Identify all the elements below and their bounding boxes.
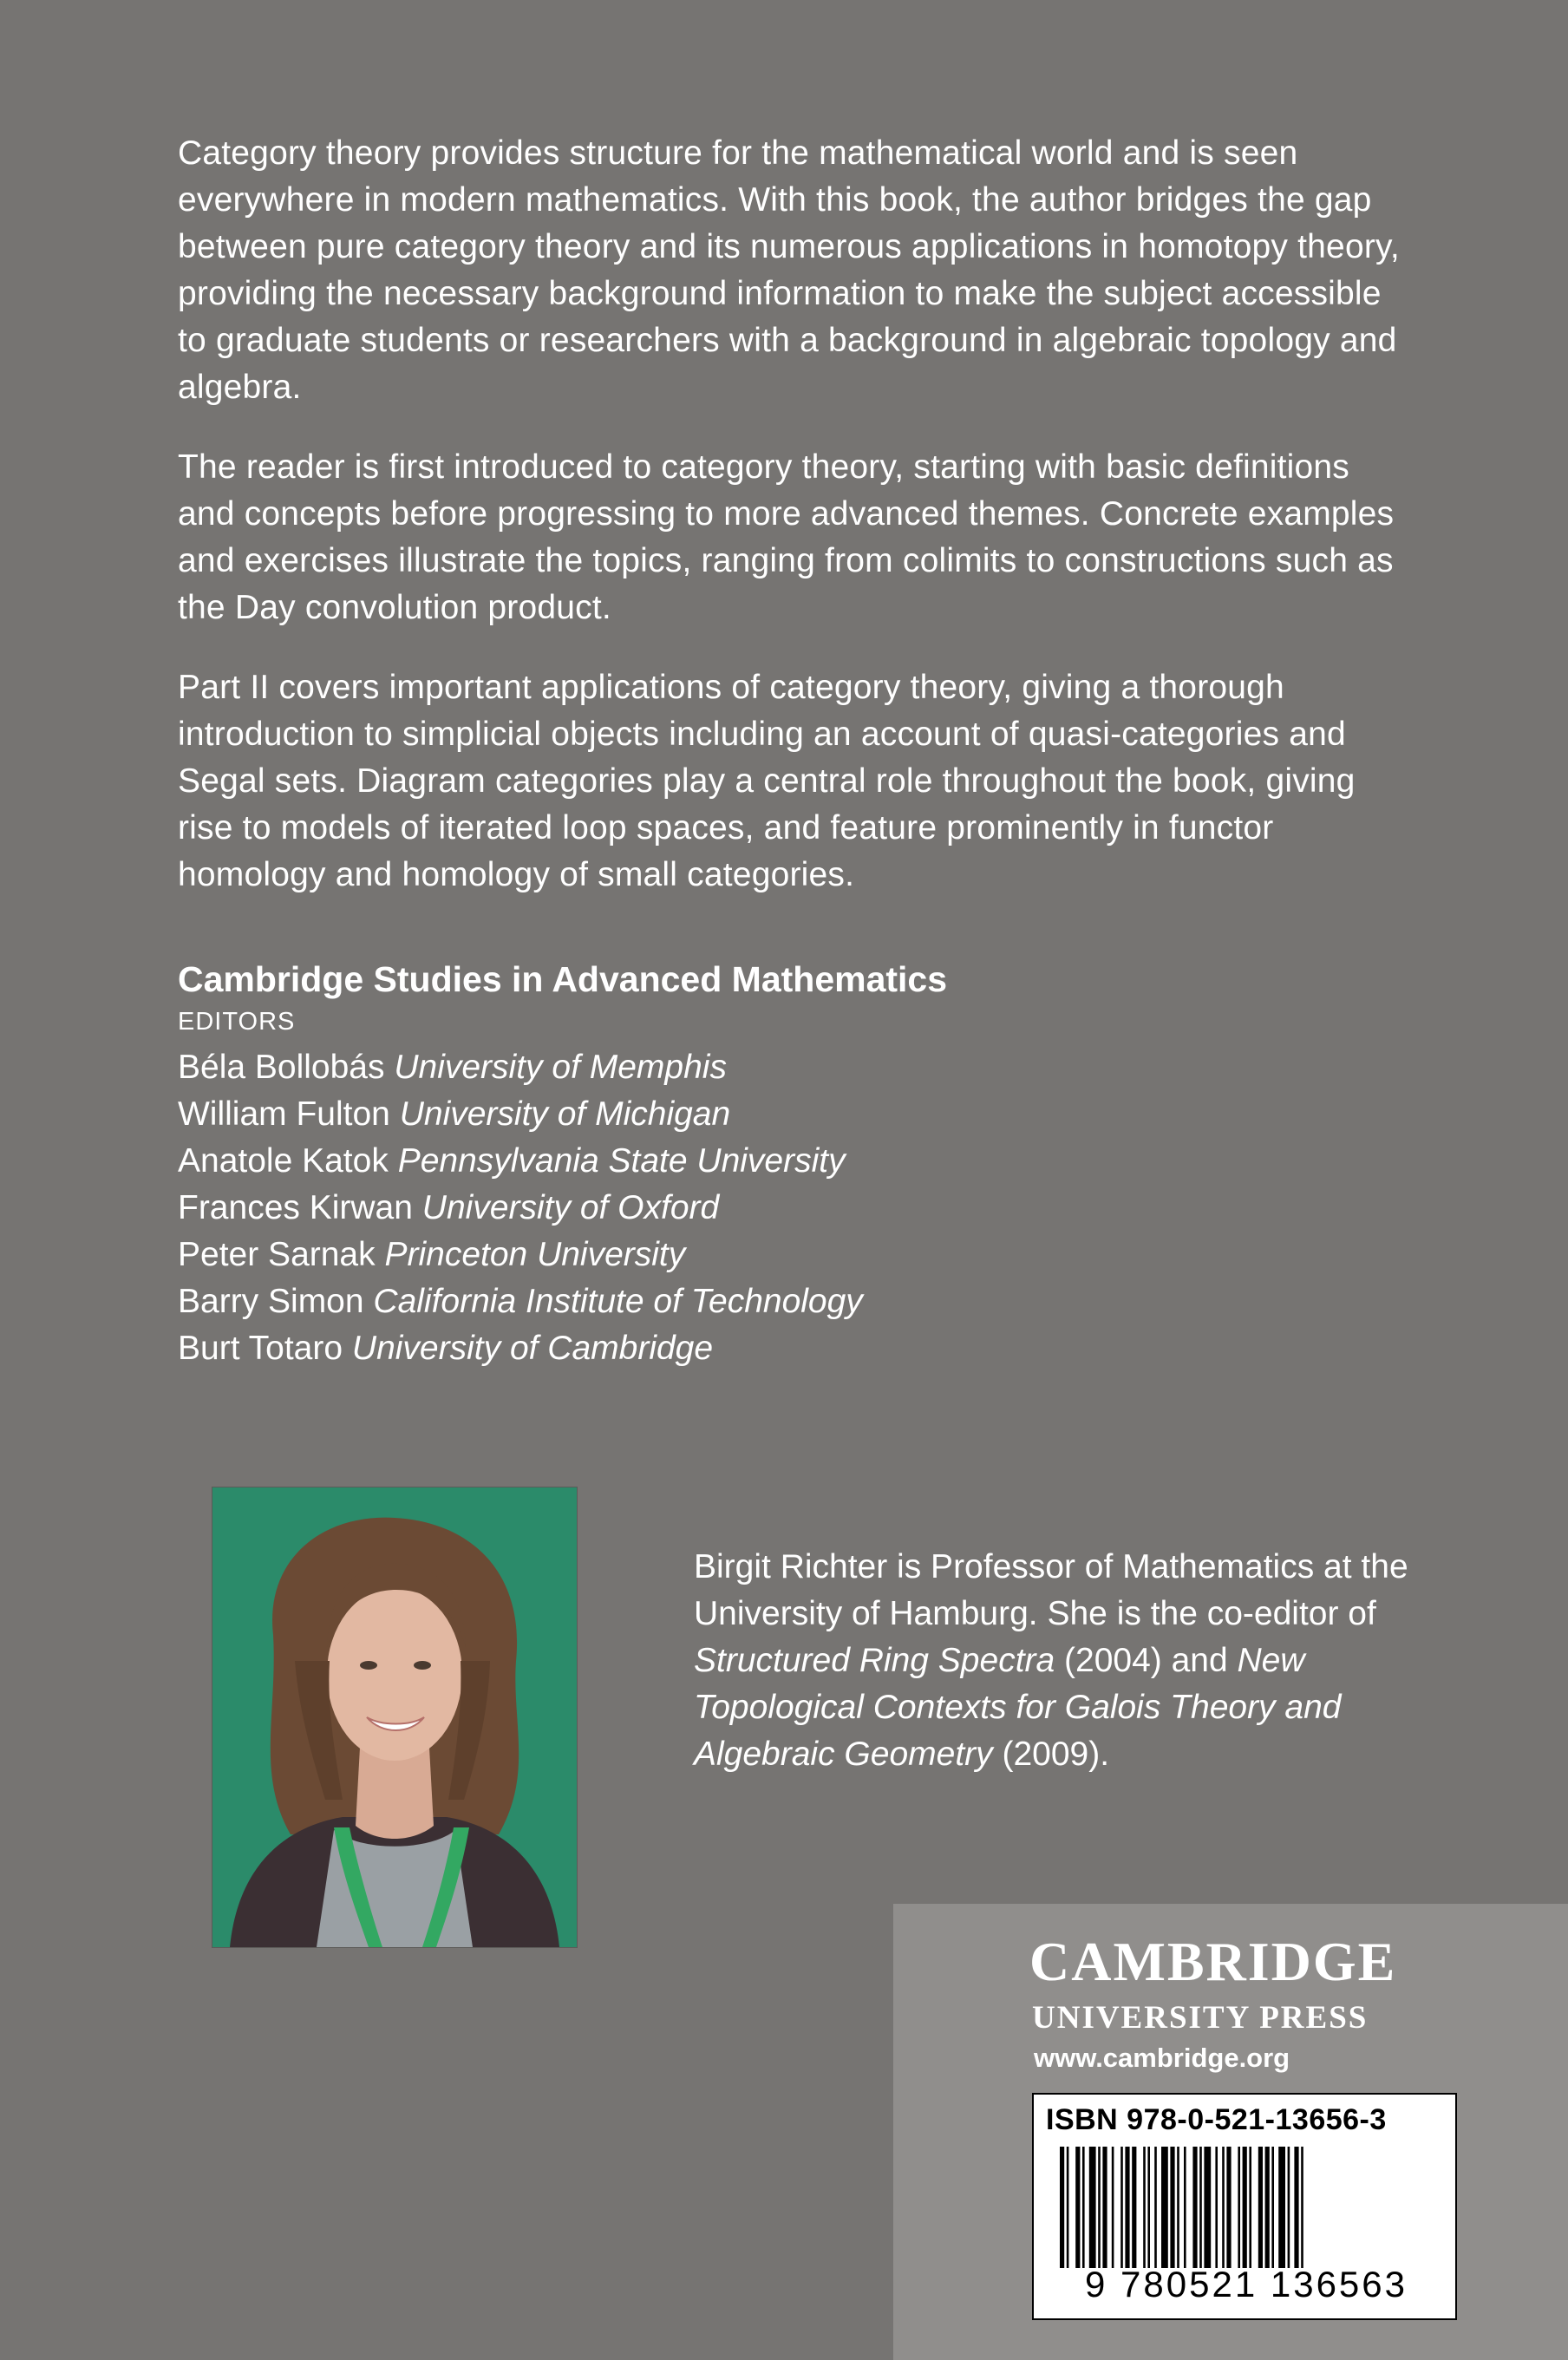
author-bio xyxy=(694,1544,1457,1778)
bio-text: (2009). xyxy=(992,1736,1110,1773)
publisher-name: CAMBRIDGE xyxy=(1029,1931,1397,1992)
editor-name: Frances Kirwan xyxy=(178,1189,413,1226)
barcode-digits: 9 780521 136563 xyxy=(1085,2264,1408,2304)
editor-name: Barry Simon xyxy=(178,1283,364,1320)
barcode-bar xyxy=(1154,2147,1157,2268)
barcode-bar xyxy=(1060,2147,1064,2268)
barcode-bar xyxy=(1215,2147,1218,2268)
barcode-bar xyxy=(1238,2147,1240,2268)
barcode-bar xyxy=(1199,2147,1202,2268)
barcode-bar xyxy=(1082,2147,1085,2268)
series-title: Cambridge Studies in Advanced Mathematics xyxy=(178,959,948,999)
editor-name: Burt Totaro xyxy=(178,1330,343,1367)
barcode-bar xyxy=(1226,2147,1231,2268)
editor-entry xyxy=(178,1325,1218,1372)
barcode-bar xyxy=(1249,2147,1251,2268)
barcode-bar xyxy=(1288,2147,1290,2268)
author-portrait-illustration xyxy=(212,1487,577,1947)
description-paragraph-2: The reader is first introduced to category theory, starting with basic definitions and concepts before progressing to more advanced themes. Concrete examples and exercises illustrate the topics, ranging from colimits to constructions such as the Day convolution product. xyxy=(178,448,1395,626)
isbn-barcode xyxy=(1032,2093,1457,2320)
barcode-bar xyxy=(1301,2147,1303,2268)
editor-entry xyxy=(178,1091,1218,1138)
barcode-bar xyxy=(1294,2147,1298,2268)
editor-affiliation: California Institute of Technology xyxy=(373,1283,863,1320)
author-photo xyxy=(212,1487,577,1947)
editor-entry xyxy=(178,1138,1218,1185)
editor-name: Béla Bollobás xyxy=(178,1049,385,1086)
editor-affiliation: University of Memphis xyxy=(394,1049,727,1086)
editor-entry xyxy=(178,1185,1218,1232)
publisher-press: UNIVERSITY PRESS xyxy=(1032,2000,1369,2036)
barcode-bar xyxy=(1258,2147,1263,2268)
description-paragraph-1: Category theory provides structure for the mathematical world and is seen everywhere in modern mathematics. With this book, the author bridges the gap between pure category theory and its numerous applications in homotopy theory, providing the necessary background information to make the subject accessible to graduate students or researchers with a background in algebraic topology and algebra. xyxy=(178,134,1400,406)
barcode-bar xyxy=(1170,2147,1174,2268)
barcode-bar xyxy=(1161,2147,1168,2268)
editor-entry xyxy=(178,1278,1218,1325)
editor-entry xyxy=(178,1044,1218,1091)
barcode-bar xyxy=(1125,2147,1129,2268)
editor-name: Peter Sarnak xyxy=(178,1236,376,1273)
publisher-panel xyxy=(893,1904,1568,2360)
barcode-bar xyxy=(1177,2147,1179,2268)
editor-affiliation: University of Michigan xyxy=(399,1095,731,1133)
editor-affiliation: University of Cambridge xyxy=(351,1330,714,1367)
isbn-label: ISBN 978-0-521-13656-3 xyxy=(1046,2103,1387,2136)
editor-name: William Fulton xyxy=(178,1095,390,1133)
bio-book-title: New Topological Contexts for Galois Theory and Algebraic Geometry xyxy=(694,1642,1342,1773)
barcode-bar xyxy=(1147,2147,1150,2268)
barcode-bar xyxy=(1102,2147,1107,2268)
editor-name: Anatole Katok xyxy=(178,1142,389,1180)
barcode-bar xyxy=(1075,2147,1080,2268)
series-info xyxy=(178,954,1218,1372)
barcode-bar xyxy=(1089,2147,1096,2268)
bio-book-title: Structured Ring Spectra xyxy=(694,1642,1055,1679)
publisher-url[interactable]: www.cambridge.org xyxy=(1034,2043,1290,2073)
barcode-bar xyxy=(1204,2147,1211,2268)
description-paragraph-3: Part II covers important applications of category theory, giving a thorough introduction to simplicial objects including an account of quasi-categories and Segal sets. Diagram categories play a central role throughout the book, giving rise to models of iterated loop spaces, and feature prominently in functor homology and homology of small categories. xyxy=(178,669,1356,893)
barcode-bar xyxy=(1098,2147,1101,2268)
editors-label: EDITORS xyxy=(178,1008,296,1036)
barcode-bar xyxy=(1192,2147,1197,2268)
bio-text: Birgit Richter is Professor of Mathematics at the University of Hamburg. She is the co-editor of xyxy=(694,1548,1408,1632)
editor-affiliation: Pennsylvania State University xyxy=(397,1142,846,1180)
book-description xyxy=(178,130,1409,932)
bio-text: (2004) and xyxy=(1055,1642,1238,1679)
barcode-bar xyxy=(1271,2147,1274,2268)
editor-affiliation: Princeton University xyxy=(384,1236,686,1273)
barcode-bar xyxy=(1265,2147,1270,2268)
barcode-bar xyxy=(1278,2147,1285,2268)
editor-affiliation: University of Oxford xyxy=(421,1189,720,1226)
barcode-bar xyxy=(1112,2147,1114,2268)
barcode-bar xyxy=(1243,2147,1247,2268)
barcode-bar xyxy=(1132,2147,1136,2268)
barcode-bar xyxy=(1120,2147,1123,2268)
barcode-bar xyxy=(1143,2147,1146,2268)
barcode-bar xyxy=(1184,2147,1186,2268)
barcode-icon xyxy=(1060,2147,1433,2268)
barcode-bar xyxy=(1067,2147,1069,2268)
editor-entry xyxy=(178,1232,1218,1278)
barcode-bar xyxy=(1222,2147,1225,2268)
